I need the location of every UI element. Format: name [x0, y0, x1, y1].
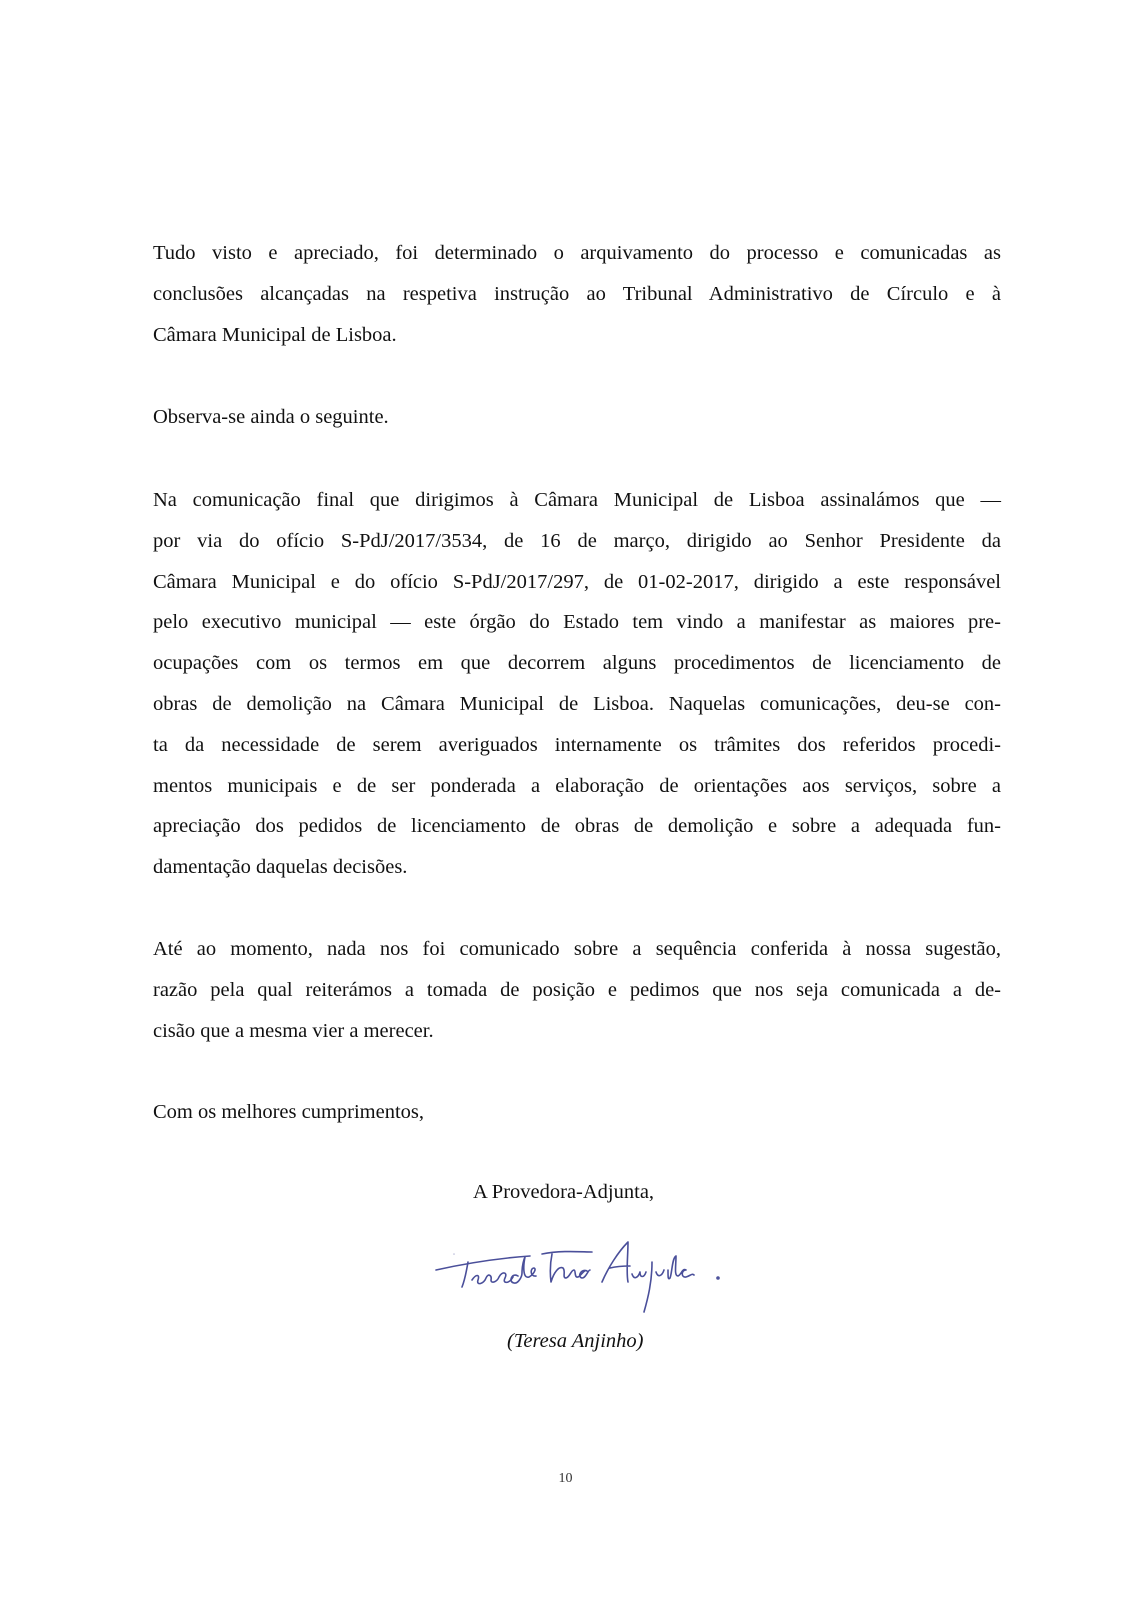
- text-line: razão pela qual reiterámos a tomada de posição e pedimos que nos seja comunicada a de-: [153, 979, 1001, 1001]
- handwritten-signature: [432, 1232, 732, 1322]
- signatory-name: (Teresa Anjinho): [507, 1330, 644, 1352]
- closing-line: Com os melhores cumprimentos,: [153, 1101, 425, 1123]
- text-line: obras de demolição na Câmara Municipal de Lisboa. Naquelas comunicações, deu-se con-: [153, 693, 1001, 715]
- text-line: cisão que a mesma vier a merecer.: [153, 1020, 434, 1042]
- text-line: Tudo visto e apreciado, foi determinado o arquivamento do processo e comunicadas as: [153, 242, 1001, 264]
- text-line: Observa-se ainda o seguinte.: [153, 406, 389, 428]
- text-line: conclusões alcançadas na respetiva instrução ao Tribunal Administrativo de Círculo e à: [153, 283, 1001, 305]
- text-line: mentos municipais e de ser ponderada a elaboração de orientações aos serviços, sobre a: [153, 775, 1001, 797]
- text-line: Câmara Municipal e do ofício S-PdJ/2017/297, de 01-02-2017, dirigido a este responsável: [153, 571, 1001, 593]
- text-line: pelo executivo municipal — este órgão do Estado tem vindo a manifestar as maiores pre-: [153, 611, 1001, 633]
- text-line: por via do ofício S-PdJ/2017/3534, de 16 de março, dirigido ao Senhor Presidente da: [153, 530, 1001, 552]
- text-line: ta da necessidade de serem averiguados internamente os trâmites dos referidos procedi-: [153, 734, 1001, 756]
- signatory-title: A Provedora-Adjunta,: [473, 1181, 655, 1203]
- page-number: 10: [558, 1471, 573, 1486]
- text-line: Câmara Municipal de Lisboa.: [153, 324, 397, 346]
- text-line: Na comunicação final que dirigimos à Câmara Municipal de Lisboa assinalámos que —: [153, 489, 1001, 511]
- text-line: apreciação dos pedidos de licenciamento de obras de demolição e sobre a adequada fun-: [153, 815, 1001, 837]
- text-line: damentação daquelas decisões.: [153, 856, 408, 878]
- text-line: ocupações com os termos em que decorrem alguns procedimentos de licenciamento de: [153, 652, 1001, 674]
- text-line: Até ao momento, nada nos foi comunicado sobre a sequência conferida à nossa sugestão,: [153, 938, 1001, 960]
